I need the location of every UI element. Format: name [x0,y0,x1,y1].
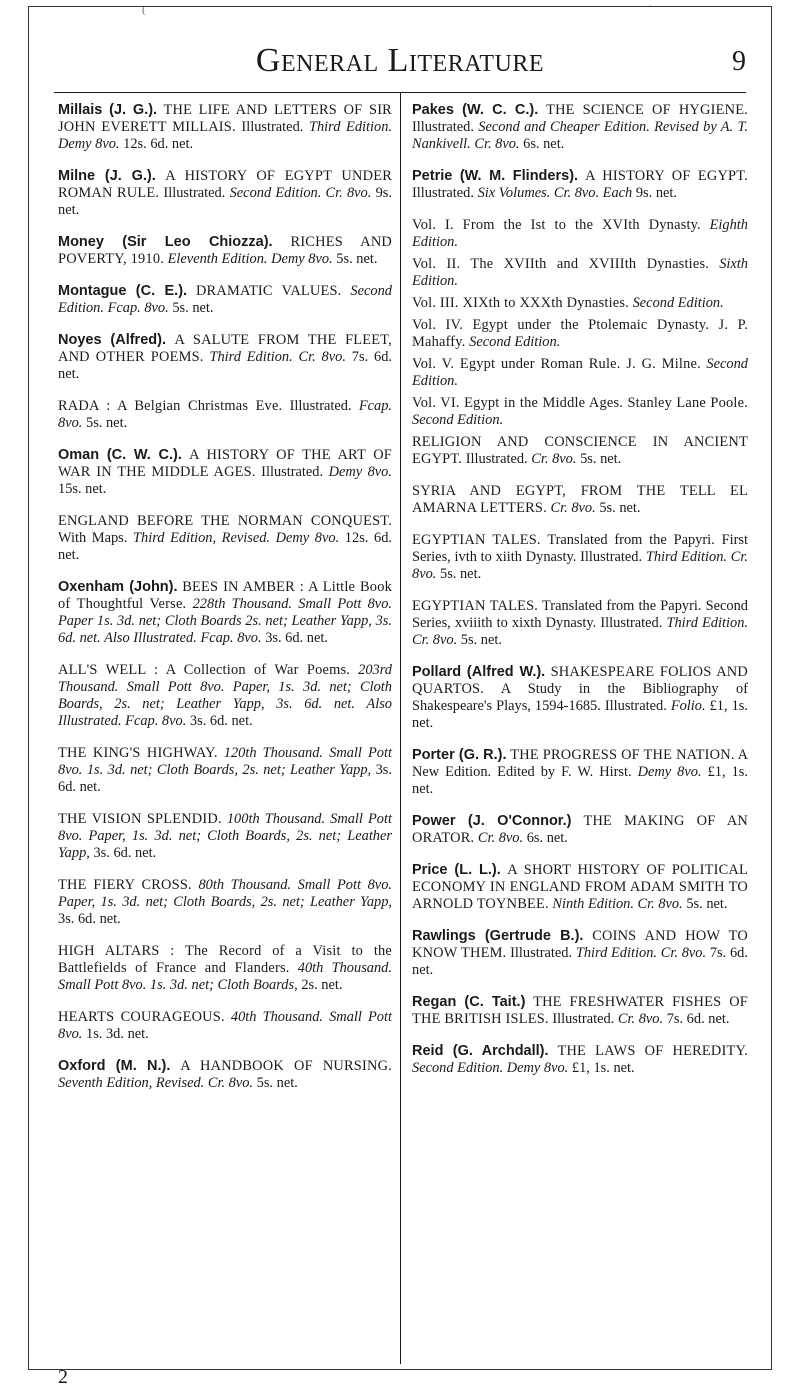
entry-title: THE LAWS OF HEREDITY. [557,1043,748,1059]
entry-title: THE SCIENCE OF HYGIENE. [546,102,748,118]
catalogue-entry [412,928,748,979]
entry-title: THE MAKING OF AN ORATOR. [412,813,749,846]
entry-title: A HANDBOOK OF NURSING. [180,1058,392,1074]
entry-title: SYRIA AND EGYPT, FROM THE TELL EL AMARNA LETTERS. [412,483,748,516]
catalogue-entry [58,168,392,219]
right-column [412,102,748,1092]
signature-mark: 2 [58,1366,68,1388]
catalogue-entry [58,877,392,928]
entry-price: 5s. net. [686,896,728,912]
entry-author: Petrie (W. M. Flinders). [412,168,579,184]
entry-price: 3s. 6d. net. [58,911,121,927]
entry-description: A New Edition. Edited by F. W. Hirst. [412,747,748,780]
entry-edition: Third Edition, Revised. Demy 8vo. [133,530,340,546]
catalogue-entry [58,102,392,153]
entry-author: Oxford (M. N.). [58,1058,171,1074]
entry-author: Millais (J. G.). [58,102,158,118]
catalogue-entry [58,283,392,317]
running-title: General Literature [255,42,545,79]
entry-author: Milne (J. G.). [58,168,156,184]
catalogue-entry [58,234,392,268]
entry-price: 5s. net. [599,500,641,516]
entry-description: Illustrated. [261,464,324,480]
entry-price: 5s. net. [580,451,622,467]
entry-price: 6s. net. [523,136,565,152]
entry-title: THE VISION SPLENDID. [58,811,222,827]
catalogue-entry [412,664,748,732]
page-number: 9 [732,46,746,77]
catalogue-entry [58,513,392,564]
corner-mark-right: ´ [648,4,652,16]
entry-edition: Cr. 8vo. [617,1011,664,1027]
entry-title: EGYPTIAN TALES. [412,598,539,614]
entry-author: Montague (C. E.). [58,283,188,299]
catalogue-entry [58,447,392,498]
entry-edition: 120th Thousand. Small Pott 8vo. 1s. 3d. net; Cloth Boards, 2s. net; Leather Yapp, [58,745,392,778]
entry-price: 6s. net. [526,830,568,846]
entry-title: THE KING'S HIGHWAY. [58,745,218,761]
entry-author: Noyes (Alfred). [58,332,166,348]
catalogue-entry [58,332,392,383]
entry-price: 7s. 6d. net. [58,349,392,382]
entry-price: £1, 1s. net. [412,698,748,731]
entry-author: Price (L. L.). [412,862,501,878]
entry-edition: Second Edition. Demy 8vo. [412,1060,569,1076]
entry-title: A HISTORY OF EGYPT. [585,168,748,184]
catalogue-entry [412,102,748,153]
entry-title: THE PROGRESS OF THE NATION. [510,747,735,763]
entry-author: Oman (C. W. C.). [58,447,182,463]
entry-title: DRAMATIC VALUES. [195,283,342,299]
catalogue-entry [412,395,748,429]
catalogue-entry [412,483,748,517]
entry-edition: 40th Thousand. Small Pott 8vo. 1s. 3d. net; Cloth Boards, [58,960,392,993]
entry-author: Porter (G. R.). [412,747,507,763]
entry-title: A SHORT HISTORY OF POLITICAL ECONOMY IN ENGLAND FROM ADAM SMITH TO ARNOLD TOYNBEE. [412,862,748,912]
entry-description: Illustrated. [412,119,474,135]
entry-edition: Demy 8vo. [637,764,702,780]
page-header [54,40,746,84]
entry-edition: Second and Cheaper Edition. Revised by A. T. Nankivell. Cr. 8vo. [412,119,748,152]
entry-title: THE FIERY CROSS. [58,877,192,893]
entry-description: Illustrated. [241,119,304,135]
entry-price: 2s. net. [301,977,343,993]
entry-price: 12s. 6d. net. [58,530,392,563]
entry-description: Illustrated. [552,1011,615,1027]
entry-edition: Second Edition. [469,334,561,350]
catalogue-entry [412,1043,748,1077]
entry-price: 7s. 6d. net. [666,1011,730,1027]
entry-price: 12s. 6d. net. [123,136,194,152]
entry-edition: Eleventh Edition. Demy 8vo. [167,251,333,267]
entry-title: ENGLAND BEFORE THE NORMAN CONQUEST. [58,513,392,529]
entry-edition: Folio. [670,698,706,714]
catalogue-entry [58,579,392,647]
entry-edition: Seventh Edition, Revised. Cr. 8vo. [58,1075,254,1091]
entry-description: Illustrated. [510,945,573,961]
catalogue-entry [412,862,748,913]
entry-title: HIGH ALTARS : The Record of a Visit to the Battlefields of France and Flanders. [58,943,392,976]
catalogue-entry [58,662,392,730]
entry-title: SHAKESPEARE FOLIOS AND QUARTOS. [412,664,748,697]
entry-price: 3s. 6d. net. [58,762,392,795]
entry-edition: 40th Thousand. Small Pott 8vo. [58,1009,392,1042]
entry-title: A SALUTE FROM THE FLEET, AND OTHER POEMS. [58,332,392,365]
entry-edition: Third Edition. Cr. 8vo. [575,945,707,961]
entry-title: A HISTORY OF THE ART OF WAR IN THE MIDDLE AGES. [58,447,392,480]
entry-title: BEES IN AMBER : A Little Book of Thoughtful Verse. [58,579,392,612]
entry-edition: Cr. 8vo. [550,500,596,516]
entry-description: Illustrated. [465,451,528,467]
catalogue-entry [412,168,748,202]
entry-title: Vol. II. The XVIIth and XVIIIth Dynasties. [412,256,710,272]
entry-title: Vol. V. Egypt under Roman Rule. J. G. Milne. [412,356,701,372]
entry-description: Translated from the Papyri. First Series, ivth to xiith Dynasty. Illustrated. [412,532,748,565]
entry-price: 1s. 3d. net. [86,1026,149,1042]
entry-price: 5s. net. [440,566,482,582]
entry-description: A Study in the Bibliography of Shakespeare's Plays, 1594-1685. Illustrated. [412,681,748,714]
entry-title: A HISTORY OF EGYPT UNDER ROMAN RULE. [58,168,392,201]
entry-edition: Cr. 8vo. [477,830,524,846]
entry-edition: Third Edition. Cr. 8vo. [209,349,346,365]
entry-edition: Second Edition. [412,412,504,428]
entry-price: 5s. net. [460,632,502,648]
catalogue-entry [412,256,748,290]
entry-description: Illustrated. [412,185,474,201]
entry-price: £1, 1s. net. [412,764,748,797]
entry-author: Pakes (W. C. C.). [412,102,539,118]
catalogue-entry [412,747,748,798]
catalogue-entry [58,745,392,796]
catalogue-entry [58,1058,392,1092]
catalogue-entry [412,813,748,847]
entry-description: Translated from the Papyri. Second Series, xviiith to xixth Dynasty. Illustrated. [412,598,749,631]
column-divider [400,92,401,1364]
entry-edition: Second Edition. Fcap. 8vo. [58,283,392,316]
entry-author: Regan (C. Tait.) [412,994,526,1010]
entry-edition: Third Edition. Cr. 8vo. [412,615,748,648]
left-column [58,102,392,1107]
entry-edition: Second Edition. [412,356,748,389]
entry-price: 5s. net. [86,415,128,431]
entry-price: 3s. 6d. net. [265,630,328,646]
entry-edition: Eighth Edition. [412,217,748,250]
entry-author: Oxenham (John). [58,579,178,595]
entry-edition: Fcap. 8vo. [58,398,392,431]
entry-edition: 228th Thousand. Small Pott 8vo. Paper 1s. 3d. net; Cloth Boards 2s. net; Leather Yapp, 3s. 6d. net. Also Illustrated. Fcap. 8vo. [58,596,392,646]
entry-title: EGYPTIAN TALES. [412,532,541,548]
entry-edition: Second Edition. [632,295,724,311]
entry-title: RELIGION AND CONSCIENCE IN ANCIENT EGYPT. [412,434,748,467]
catalogue-entry [58,811,392,862]
entry-edition: Third Edition. Demy 8vo. [58,119,393,152]
entry-title: RADA : A Belgian Christmas Eve. [58,398,283,414]
catalogue-entry [58,398,392,432]
entry-author: Money (Sir Leo Chiozza). [58,234,273,250]
catalogue-entry [58,1009,392,1043]
entry-title: Vol. VI. Egypt in the Middle Ages. Stanley Lane Poole. [412,395,748,411]
catalogue-entry [412,598,748,649]
entry-edition: 203rd Thousand. Small Pott 8vo. Paper, 1s. 3d. net; Cloth Boards, 2s. net; Leather Yapp, 3s. 6d. net. Also Illustrated. Fcap. 8vo. [58,662,392,729]
catalogue-entry [412,295,748,312]
entry-price: 3s. 6d. net. [189,713,253,729]
entry-description: Illustrated. [289,398,352,414]
entry-author: Pollard (Alfred W.). [412,664,546,680]
entry-title: Vol. I. From the Ist to the XVIth Dynasty. [412,217,701,233]
entry-edition: 100th Thousand. Small Pott 8vo. Paper, 1s. 3d. net; Cloth Boards, 2s. net; Leather Yapp, [58,811,392,861]
entry-price: 9s. net. [58,185,392,218]
entry-price: 5s. net. [336,251,378,267]
entry-price: 7s. 6d. net. [412,945,748,978]
catalogue-entry [412,356,748,390]
entry-price: £1, 1s. net. [571,1060,635,1076]
entry-edition: 80th Thousand. Small Pott 8vo. Paper, 1s. 3d. net; Cloth Boards, 2s. net; Leather Yapp, [58,877,392,910]
entry-edition: Second Edition. Cr. 8vo. [229,185,372,201]
entry-title: Vol. IV. Egypt under the Ptolemaic Dynasty. J. P. Mahaffy. [412,317,748,350]
catalogue-entry [412,317,748,351]
entry-author: Power (J. O'Connor.) [412,813,572,829]
entry-price: 3s. 6d. net. [93,845,157,861]
catalogue-entry [412,217,748,251]
entry-author: Rawlings (Gertrude B.). [412,928,584,944]
entry-price: 5s. net. [256,1075,298,1091]
entry-title: HEARTS COURAGEOUS. [58,1009,225,1025]
entry-price: 5s. net. [172,300,214,316]
entry-edition: Cr. 8vo. [531,451,577,467]
entry-description: Illustrated. [163,185,226,201]
entry-title: Vol. III. XIXth to XXXth Dynasties. [412,295,629,311]
entry-edition: Sixth Edition. [412,256,748,289]
entry-edition: Ninth Edition. Cr. 8vo. [552,896,683,912]
entry-edition: Third Edition. Cr. 8vo. [412,549,748,582]
catalogue-entry [412,532,748,583]
entry-title: THE LIFE AND LETTERS OF SIR JOHN EVERETT MILLAIS. [58,102,392,135]
corner-mark-left: ( [142,4,146,16]
entry-author: Reid (G. Archdall). [412,1043,549,1059]
entry-price: 9s. net. [635,185,678,201]
catalogue-entry [58,943,392,994]
catalogue-entry [412,434,748,468]
entry-description: With Maps. [58,530,128,546]
entry-title: ALL'S WELL : A Collection of War Poems. [58,662,351,678]
entry-edition: Demy 8vo. [328,464,392,480]
entry-price: 15s. net. [58,481,107,497]
entry-title: RICHES AND POVERTY, 1910. [58,234,392,267]
entry-title: THE FRESHWATER FISHES OF THE BRITISH ISLES. [412,994,748,1027]
entry-edition: Six Volumes. Cr. 8vo. Each [477,185,633,201]
entry-title: COINS AND HOW TO KNOW THEM. [412,928,748,961]
catalogue-entry [412,994,748,1028]
